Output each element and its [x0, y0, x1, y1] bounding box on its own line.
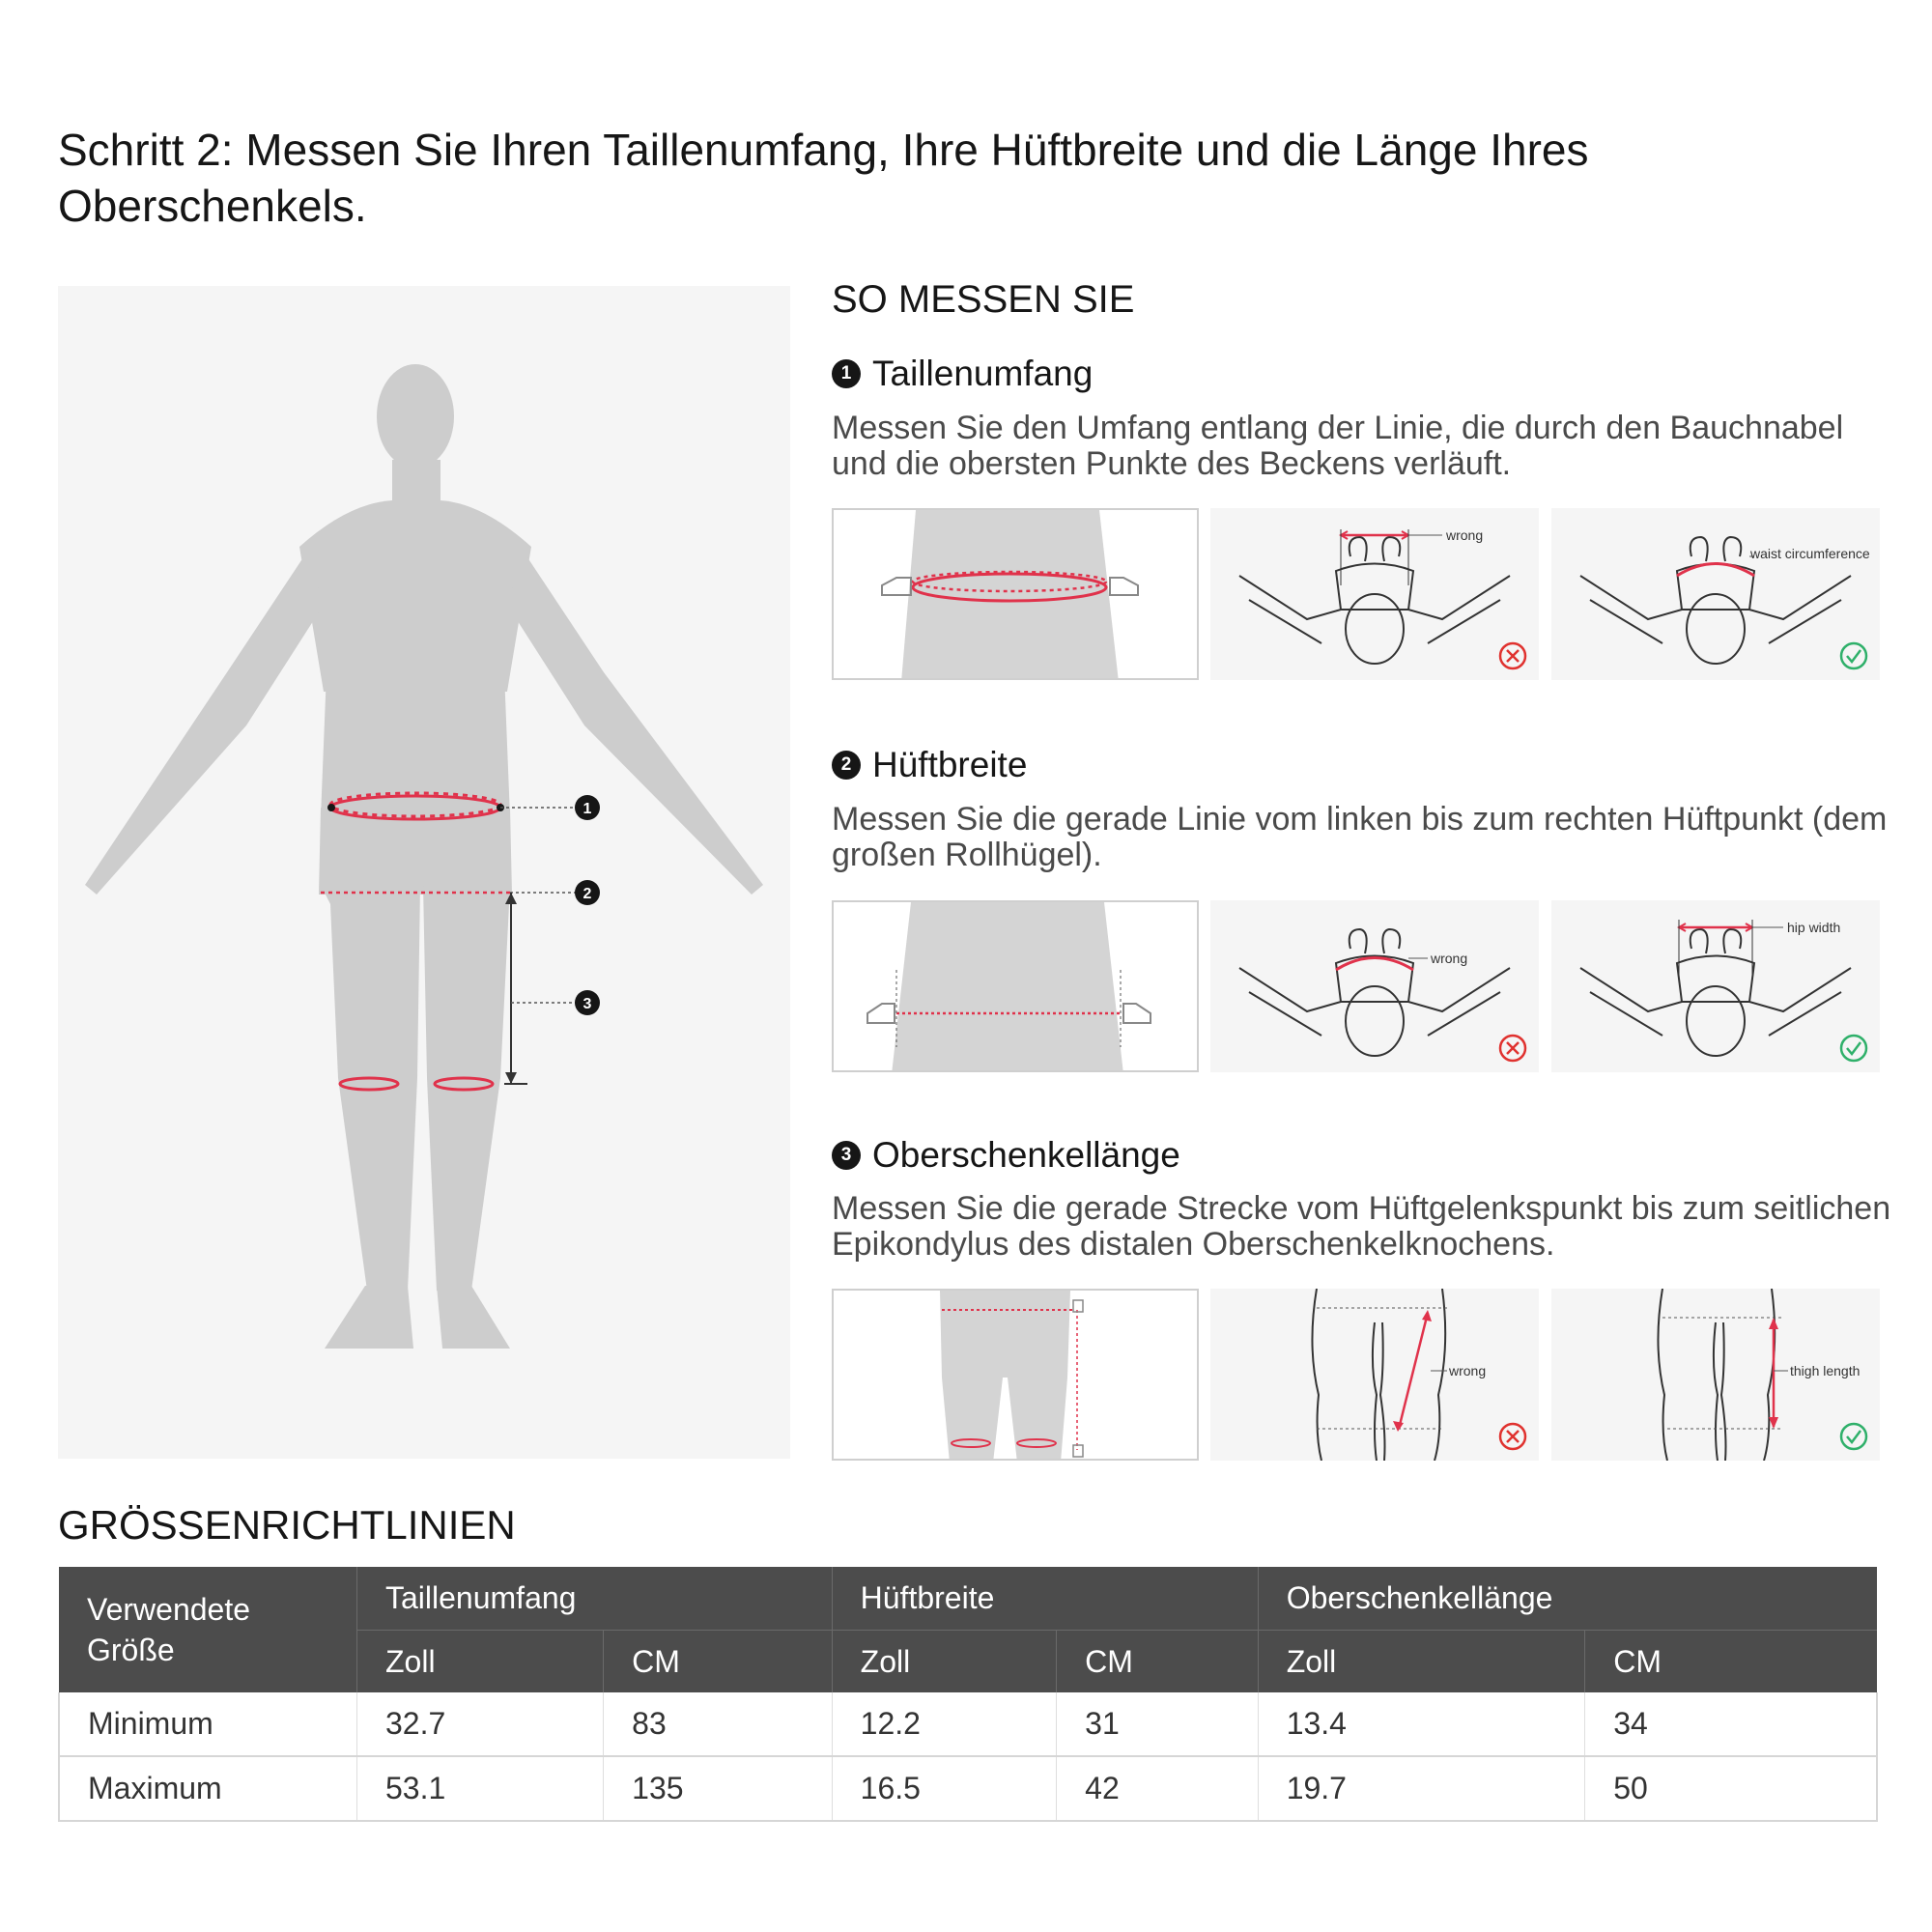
check-circle-icon	[1841, 643, 1866, 668]
size-guide-table	[58, 1567, 1878, 1822]
table-row	[59, 1692, 1877, 1756]
step-3-badge: 3	[832, 1141, 861, 1170]
step-2-badge: 2	[832, 751, 861, 780]
table-cell: 83	[604, 1692, 833, 1756]
step-1-title	[832, 354, 1093, 394]
check-circle-icon	[1841, 1036, 1866, 1061]
unit-header: CM	[604, 1631, 833, 1693]
step-1-badge: 1	[832, 359, 861, 388]
cross-circle-icon	[1500, 643, 1525, 668]
waist-wrong-thumbnail	[1210, 508, 1539, 680]
step-2-title	[832, 745, 1027, 785]
table-cell: 16.5	[832, 1756, 1057, 1821]
size-guide-title: GRÖSSENRICHTLINIEN	[58, 1502, 516, 1548]
hip-wrong-label: wrong	[1431, 951, 1468, 966]
table-cell: 32.7	[357, 1692, 604, 1756]
waist-group-header: Taillenumfang	[357, 1567, 833, 1631]
page-heading: Schritt 2: Messen Sie Ihren Taillenumfang, Ihre Hüftbreite und die Länge Ihres Oberschenkels.	[58, 125, 1589, 231]
unit-header: Zoll	[357, 1631, 604, 1693]
figure-marker-3: 3	[582, 996, 592, 1012]
waist-wrong-label: wrong	[1446, 527, 1484, 543]
row-label: Minimum	[59, 1692, 357, 1756]
table-cell: 19.7	[1258, 1756, 1585, 1821]
thigh-right-label: thigh length	[1790, 1363, 1861, 1378]
step-3-title	[832, 1135, 1180, 1176]
table-cell: 50	[1585, 1756, 1877, 1821]
hip-wrong-thumbnail	[1210, 900, 1539, 1072]
used-size-header: Verwendete Größe	[59, 1567, 357, 1692]
unit-header: CM	[1057, 1631, 1259, 1693]
hip-right-thumbnail	[1551, 900, 1880, 1072]
table-cell: 135	[604, 1756, 833, 1821]
check-circle-icon	[1841, 1424, 1866, 1449]
table-cell: 13.4	[1258, 1692, 1585, 1756]
figure-marker-1: 1	[582, 801, 592, 817]
row-label: Maximum	[59, 1756, 357, 1821]
table-cell: 12.2	[832, 1692, 1057, 1756]
step-1-description: Messen Sie den Umfang entlang der Linie, die durch den Bauchnabel und die obersten Punkte des Beckens verläuft.	[832, 410, 1844, 482]
thigh-wrong-thumbnail	[1210, 1289, 1539, 1461]
cross-circle-icon	[1500, 1036, 1525, 1061]
hip-group-header: Hüftbreite	[832, 1567, 1258, 1631]
unit-header: CM	[1585, 1631, 1877, 1693]
thigh-wrong-label: wrong	[1449, 1363, 1487, 1378]
step-2-description: Messen Sie die gerade Linie vom linken bis zum rechten Hüftpunkt (dem großen Rollhügel).	[832, 801, 1888, 873]
table-cell: 31	[1057, 1692, 1259, 1756]
table-row	[59, 1756, 1877, 1821]
table-cell: 42	[1057, 1756, 1259, 1821]
step-3-description: Messen Sie die gerade Strecke vom Hüftgelenkspunkt bis zum seitlichen Epikondylus des distalen Oberschenkelknochens.	[832, 1190, 1891, 1263]
table-cell: 53.1	[357, 1756, 604, 1821]
thigh-right-thumbnail	[1551, 1289, 1880, 1461]
how-to-measure-title: SO MESSEN SIE	[832, 278, 1135, 321]
thigh-legs-thumbnail	[832, 1289, 1199, 1461]
cross-circle-icon	[1500, 1424, 1525, 1449]
table-cell: 34	[1585, 1692, 1877, 1756]
table-header-row	[59, 1567, 1877, 1631]
step-3-title-text: Oberschenkellänge	[872, 1135, 1180, 1175]
figure-marker-2: 2	[582, 886, 592, 902]
hip-right-label: hip width	[1787, 920, 1841, 935]
body-figure-panel	[58, 286, 790, 1459]
waist-torso-thumbnail	[832, 508, 1199, 680]
hip-torso-thumbnail	[832, 900, 1199, 1072]
waist-right-thumbnail	[1551, 508, 1880, 680]
unit-header: Zoll	[1258, 1631, 1585, 1693]
thigh-group-header: Oberschenkellänge	[1258, 1567, 1877, 1631]
waist-right-label: waist circumference	[1750, 546, 1870, 561]
step-1-title-text: Taillenumfang	[872, 354, 1094, 393]
body-silhouette-illustration	[58, 286, 790, 1459]
step-2-title-text: Hüftbreite	[872, 745, 1028, 784]
unit-header: Zoll	[832, 1631, 1057, 1693]
